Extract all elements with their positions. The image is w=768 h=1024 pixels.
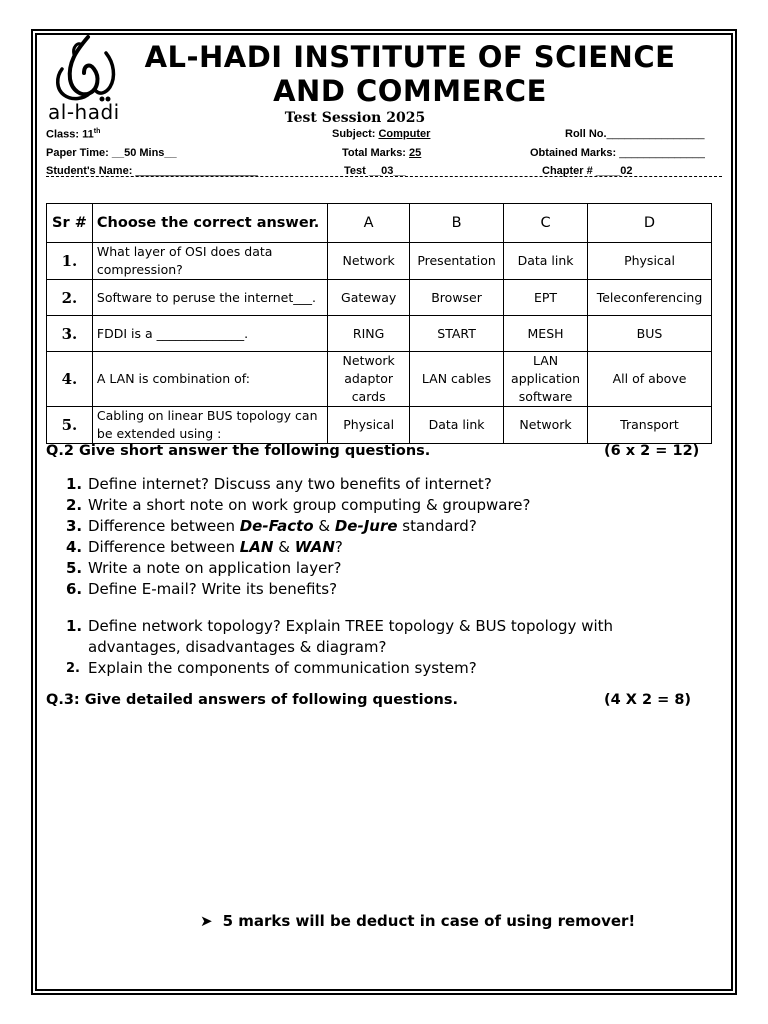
row-sr: 1. (47, 243, 93, 280)
header-option-a: A (328, 204, 410, 243)
item-text: Write a note on application layer? (88, 559, 342, 577)
row-option-d: Physical (588, 243, 712, 280)
list-item (46, 558, 706, 579)
row-option-d: BUS (588, 316, 712, 352)
roll-label: Roll No. (565, 128, 607, 140)
row-option-a: Network (328, 243, 410, 280)
item-number: 4. (66, 538, 83, 556)
row-option-a: RING (328, 316, 410, 352)
item-text: Write a short note on work group computing & groupware? (88, 496, 531, 514)
q2-heading: Q.2 Give short answer the following questions. (46, 443, 431, 459)
logo-text: al-hadi (48, 100, 120, 124)
footer-note-text: 5 marks will be deduct in case of using remover! (222, 912, 636, 930)
item-number: 2. (66, 661, 80, 676)
row-option-c: EPT (504, 280, 588, 316)
item-number: 6. (66, 580, 83, 598)
class-sup: th (93, 128, 101, 135)
row-option-c: Data link (504, 243, 588, 280)
list-item (46, 516, 706, 537)
header-option-c: C (504, 204, 588, 243)
row-option-b: Presentation (410, 243, 504, 280)
test-session: Test Session 2025 (284, 110, 426, 126)
header-question: Choose the correct answer. (92, 204, 327, 243)
footer-note (200, 912, 635, 930)
item-number: 1. (66, 475, 83, 493)
row-question: What layer of OSI does data compression? (92, 243, 327, 280)
table-row (47, 316, 712, 352)
roll-field (565, 128, 704, 140)
row-sr: 5. (47, 407, 93, 444)
mcq-header-row (47, 204, 712, 243)
header-option-b: B (410, 204, 504, 243)
item-text: ? (334, 538, 343, 556)
list-item (46, 579, 706, 600)
time-field (46, 147, 177, 159)
row-sr: 2. (47, 280, 93, 316)
row-option-b: LAN cables (410, 352, 504, 407)
header-sr: Sr # (47, 204, 93, 243)
time-value: __50 Mins__ (111, 147, 177, 159)
row-question: Software to peruse the internet___. (92, 280, 327, 316)
q2-marks: (6 x 2 = 12) (604, 443, 700, 459)
row-question: A LAN is combination of: (92, 352, 327, 407)
item-number: 1. (66, 617, 83, 635)
test-label: Test (344, 165, 366, 177)
total-value: 25 (409, 147, 422, 159)
item-text: Difference between (88, 517, 240, 535)
item-text: Explain the components of communication system? (88, 659, 477, 677)
total-marks-field (342, 147, 421, 159)
chapter-value: ____02 (595, 165, 633, 177)
list-item (46, 658, 706, 679)
class-value: 11 (82, 128, 94, 141)
subject-label: Subject: (332, 128, 376, 140)
list-item (46, 474, 706, 495)
list-item (46, 495, 706, 516)
item-text: Difference between (88, 538, 240, 556)
item-text: & (313, 517, 335, 535)
list-item (46, 616, 706, 658)
test-value: __03__ (368, 165, 406, 177)
institute-title (130, 40, 690, 108)
header-option-d: D (588, 204, 712, 243)
list-item (46, 537, 706, 558)
table-row (47, 280, 712, 316)
row-option-d: All of above (588, 352, 712, 407)
row-option-a: Gateway (328, 280, 410, 316)
table-row (47, 243, 712, 280)
q3-marks: (4 X 2 = 8) (604, 692, 692, 708)
student-blank: ____________________ (135, 165, 258, 177)
row-option-d: Transport (588, 407, 712, 444)
q2-list (46, 474, 706, 600)
item-number: 5. (66, 559, 83, 577)
item-number: 3. (66, 517, 83, 535)
table-row (47, 352, 712, 407)
obtained-marks-field (530, 147, 705, 159)
item-number: 2. (66, 496, 83, 514)
item-text: Define network topology? Explain TREE topology & BUS topology with advantages, disadvantages & diagram? (88, 617, 614, 656)
table-row (47, 407, 712, 444)
row-sr: 3. (47, 316, 93, 352)
item-term: De-Facto (239, 517, 314, 535)
q2-long-list (46, 616, 706, 679)
roll-blank: ________________ (606, 128, 705, 140)
row-option-d: Teleconferencing (588, 280, 712, 316)
row-option-c: MESH (504, 316, 588, 352)
mcq-table (46, 203, 712, 444)
total-label: Total Marks: (342, 147, 406, 159)
row-option-c: Network (504, 407, 588, 444)
title-line-1: AL-HADI INSTITUTE OF SCIENCE (144, 40, 676, 74)
title-line-2: AND COMMERCE (273, 74, 547, 108)
item-text: Define E-mail? Write its benefits? (88, 580, 338, 598)
row-option-c: LAN application software (504, 352, 588, 407)
subject-value: Computer (378, 128, 431, 140)
row-question: Cabling on linear BUS topology can be extended using : (92, 407, 327, 444)
item-term: De-Jure (334, 517, 398, 535)
q3-heading: Q.3: Give detailed answers of following questions. (46, 692, 459, 708)
obtained-blank: ______________ (619, 147, 705, 159)
row-question: FDDI is a ______________. (92, 316, 327, 352)
class-label: Class: (46, 128, 80, 141)
subject-field (332, 128, 430, 140)
row-option-a: Physical (328, 407, 410, 444)
class-field (46, 128, 100, 141)
item-term: WAN (294, 538, 335, 556)
arrow-bullet-icon: ➤ (200, 912, 213, 930)
item-term: LAN (239, 538, 274, 556)
row-sr: 4. (47, 352, 93, 407)
row-option-b: START (410, 316, 504, 352)
header-divider (46, 176, 722, 177)
item-text: Define internet? Discuss any two benefits of internet? (88, 475, 492, 493)
item-text: standard? (397, 517, 477, 535)
item-text: & (273, 538, 295, 556)
row-option-b: Browser (410, 280, 504, 316)
student-label: Student's Name: (46, 165, 133, 177)
row-option-a: Network adaptor cards (328, 352, 410, 407)
time-label: Paper Time: (46, 147, 109, 159)
row-option-b: Data link (410, 407, 504, 444)
obtained-label: Obtained Marks: (530, 147, 617, 159)
chapter-label: Chapter # (542, 165, 593, 177)
